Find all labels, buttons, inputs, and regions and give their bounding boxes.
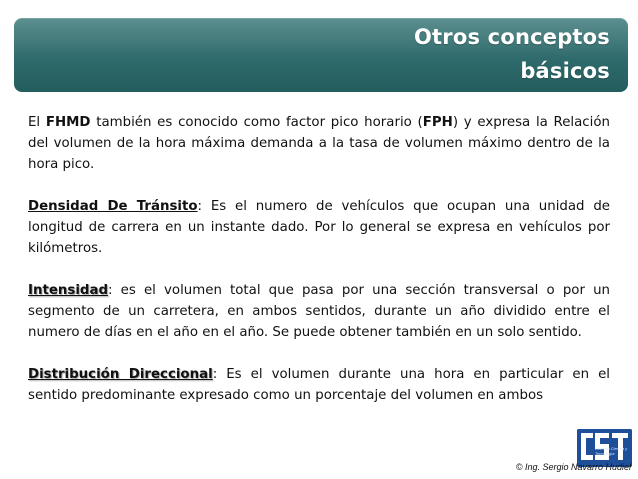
term-distribucion: Distribución Direccional [28,367,213,382]
paragraph-densidad-text: : Es el numero de vehículos que ocupan una unidad de longitud de carrera en un instante dado. Por lo general se expresa en vehículos por kilómetros. [28,199,610,256]
term-fhmd: FHMD [45,115,91,130]
paragraph-fhmd-middle: también es conocido como factor pico horario ( [90,115,423,130]
paragraph-distribucion [28,364,610,406]
term-fph: FPH [422,115,453,130]
page-title [290,20,610,88]
footer-copyright: © Ing. Sergio Navarro Hudiel [515,462,631,472]
term-intensidad: Intensidad [28,283,109,298]
logo-tagline: Líder en Ciencia y Tecnología [595,446,628,456]
paragraph-intensidad-text: : es el volumen total que pasa por una sección transversal o por un segmento de un carretera, en ambos sentidos, durante un año dividido entre el numero de días en el año en el año. Se puede obtener también en un solo sentido. [28,283,610,340]
paragraph-intensidad [28,280,610,343]
paragraph-distribucion-text: : Es el volumen durante una hora en particular en el sentido predominante expresado como un porcentaje del volumen en ambos [28,367,610,403]
term-densidad: Densidad De Tránsito [28,199,198,214]
title-line-2: básicos [520,59,610,83]
paragraph-fhmd [28,112,610,175]
paragraph-densidad [28,196,610,259]
paragraph-fhmd-end: ) y expresa la Relación del volumen de la hora máxima demanda a la tasa de volumen máximo dentro de la hora pico. [28,115,610,172]
paragraph-fhmd-prefix: El [28,115,46,130]
title-line-1: Otros conceptos [414,25,610,49]
content-body [28,112,610,406]
